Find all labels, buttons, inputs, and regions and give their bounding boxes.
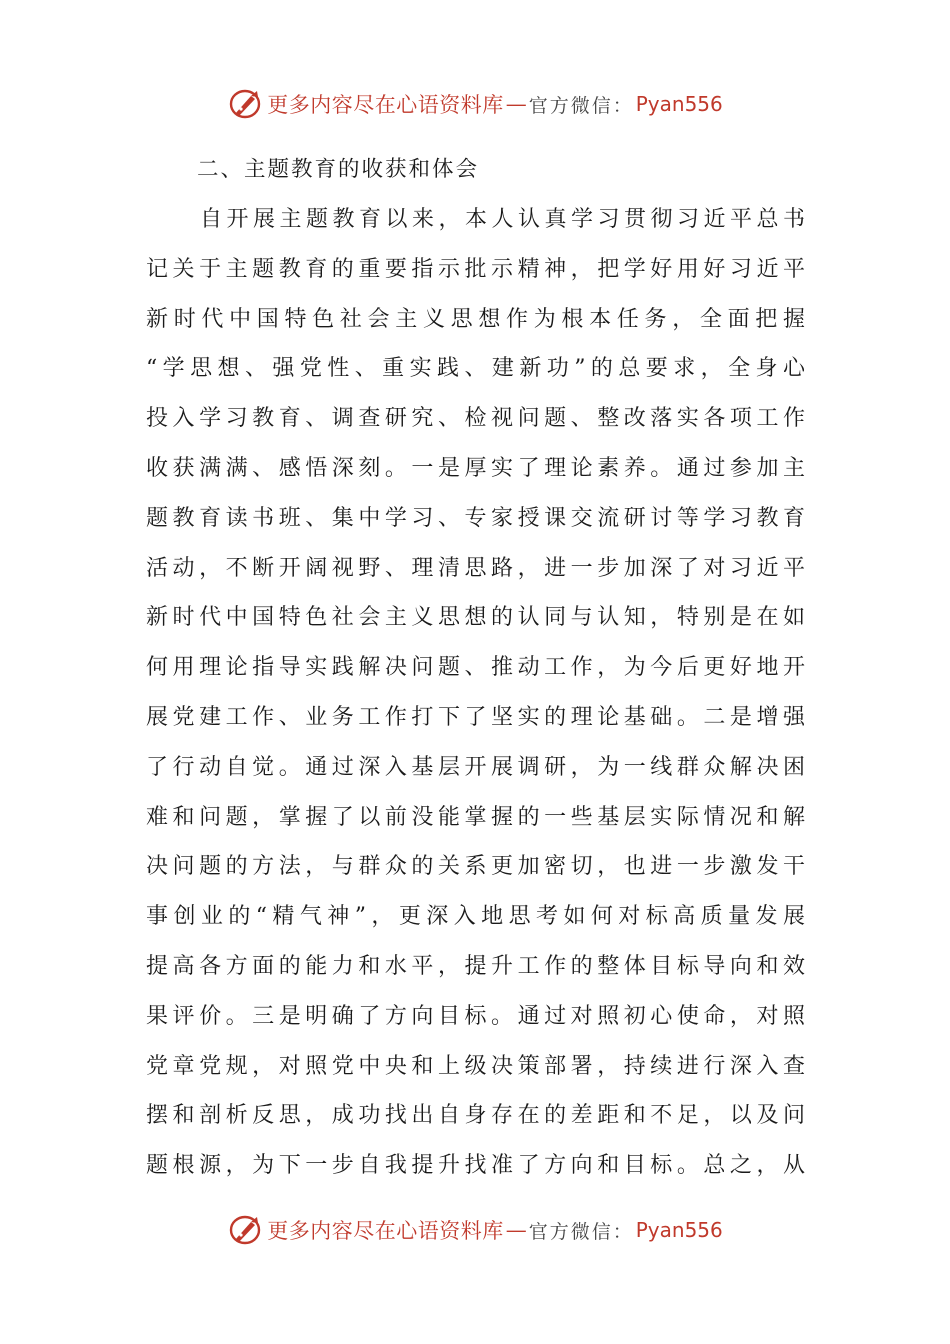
text-line: 决问题的方法，与群众的关系更加密切，也进一步激发干 <box>146 854 806 880</box>
watermark-brand: 更多内容尽在心语资料库 <box>267 1219 504 1243</box>
text-line: 党章党规，对照党中央和上级决策部署，持续进行深入查 <box>146 1053 806 1079</box>
text-line: 事创业的“精气神”，更深入地思考如何对标高质量发展 <box>146 904 806 930</box>
watermark-footer <box>0 1210 950 1250</box>
watermark-header <box>0 84 950 124</box>
watermark-handle: Pyan556 <box>635 92 723 116</box>
watermark-dash: — <box>505 1218 527 1242</box>
watermark-brand: 更多内容尽在心语资料库 <box>267 93 504 117</box>
text-line: “学思想、强党性、重实践、建新功”的总要求，全身心 <box>146 356 806 382</box>
pen-nib-logo-icon <box>227 87 263 121</box>
text-line: 摆和剖析反思，成功找出自身存在的差距和不足，以及问 <box>146 1103 806 1129</box>
pen-nib-logo-icon <box>227 1213 263 1247</box>
text-line: 新时代中国特色社会主义思想作为根本任务，全面把握 <box>146 306 806 332</box>
section-heading: 二、主题教育的收获和体会 <box>197 157 480 182</box>
text-line: 何用理论指导实践解决问题、推动工作，为今后更好地开 <box>146 655 806 681</box>
watermark-handle: Pyan556 <box>635 1218 723 1242</box>
text-line: 了行动自觉。通过深入基层开展调研，为一线群众解决困 <box>146 754 806 780</box>
body-paragraph <box>146 200 806 1196</box>
text-line: 收获满满、感悟深刻。一是厚实了理论素养。通过参加主 <box>146 455 806 481</box>
text-line: 新时代中国特色社会主义思想的认同与认知，特别是在如 <box>146 605 806 631</box>
text-line: 果评价。三是明确了方向目标。通过对照初心使命，对照 <box>146 1003 806 1029</box>
text-line: 活动，不断开阔视野、理清思路，进一步加深了对习近平 <box>146 555 806 581</box>
text-line: 提高各方面的能力和水平，提升工作的整体目标导向和效 <box>146 953 806 979</box>
text-line: 记关于主题教育的重要指示批示精神，把学好用好习近平 <box>146 256 806 282</box>
watermark-label: 官方微信： <box>528 1220 634 1243</box>
text-line: 投入学习教育、调查研究、检视问题、整改落实各项工作 <box>146 406 806 432</box>
text-line: 题教育读书班、集中学习、专家授课交流研讨等学习教育 <box>146 505 806 531</box>
text-line: 自开展主题教育以来，本人认真学习贯彻习近平总书 <box>200 207 806 232</box>
text-line: 题根源，为下一步自我提升找准了方向和目标。总之，从 <box>146 1153 806 1179</box>
watermark-label: 官方微信： <box>528 94 634 117</box>
text-line: 难和问题，掌握了以前没能掌握的一些基层实际情况和解 <box>146 804 806 830</box>
text-line: 展党建工作、业务工作打下了坚实的理论基础。二是增强 <box>146 704 806 730</box>
watermark-dash: — <box>505 92 527 116</box>
